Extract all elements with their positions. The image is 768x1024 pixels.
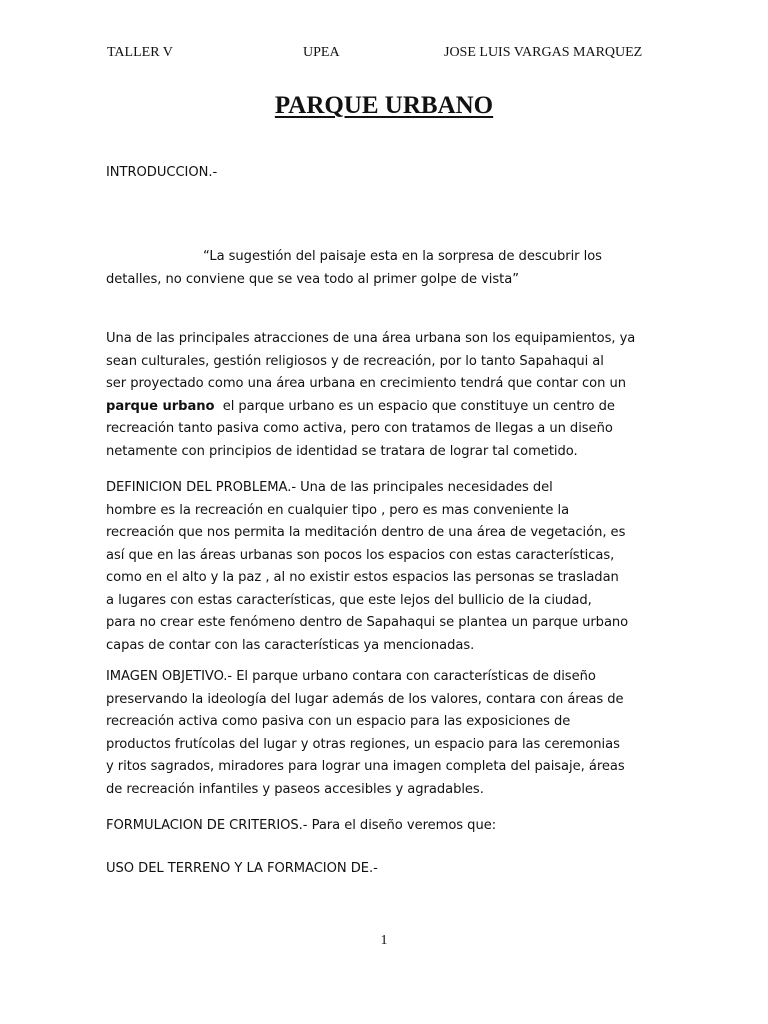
paragraph-line: hombre es la recreación en cualquier tipo , pero es mas conveniente la: [106, 502, 570, 518]
paragraph-line: para no crear este fenómeno dentro de Sapahaqui se plantea un parque urbano: [106, 615, 629, 630]
paragraph-line: de recreación infantiles y paseos accesibles y agradables.: [106, 781, 484, 797]
paragraph-line: netamente con principios de identidad se tratara de lograr tal cometido.: [106, 443, 578, 459]
land-use-heading: USO DEL TERRENO Y LA FORMACION DE.-: [106, 861, 378, 876]
paragraph-line: y ritos sagrados, miradores para lograr una imagen completa del paisaje, áreas: [106, 759, 625, 774]
quote-line: “La sugestión del paisaje esta en la sorpresa de descubrir los: [203, 249, 602, 264]
paragraph-line: recreación que nos permita la meditación dentro de una área de vegetación, es: [106, 525, 626, 540]
paragraph-line: preservando la ideología del lugar además de los valores, contara con áreas de: [106, 691, 624, 707]
header-institution: UPEA: [303, 45, 340, 60]
paragraph-line: Una de las principales atracciones de una área urbana son los equipamientos, ya: [106, 331, 636, 346]
paragraph-line: sean culturales, gestión religiosos y de recreación, por lo tanto Sapahaqui al: [106, 353, 604, 369]
paragraph-line: a lugares con estas características, que este lejos del bullicio de la ciudad,: [106, 592, 592, 608]
paragraph-line: IMAGEN OBJETIVO.- El parque urbano contara con características de diseño: [106, 669, 596, 684]
paragraph-line: DEFINICION DEL PROBLEMA.- Una de las principales necesidades del: [106, 480, 553, 495]
criteria-heading: FORMULACION DE CRITERIOS.- Para el diseño veremos que:: [106, 818, 497, 833]
header-author: JOSE LUIS VARGAS MARQUEZ: [444, 45, 643, 60]
paragraph-line: recreación activa como pasiva con un espacio para las exposiciones de: [106, 714, 571, 729]
paragraph-line: así que en las áreas urbanas son pocos los espacios con estas características,: [106, 547, 615, 563]
paragraph-line: [106, 396, 666, 419]
paragraph-line-rest: el parque urbano es un espacio que constituye un centro de: [214, 398, 615, 414]
header-course: TALLER V: [107, 45, 173, 60]
objective-image-paragraph: [106, 666, 666, 801]
paragraph-line: como en el alto y la paz , al no existir estos espacios las personas se trasladan: [106, 570, 619, 585]
paragraph-line: capas de contar con las características ya mencionadas.: [106, 637, 475, 653]
quote-line: detalles, no conviene que se vea todo al primer golpe de vista”: [106, 271, 519, 287]
page-number: 1: [380, 933, 388, 948]
paragraph-line: ser proyectado como una área urbana en crecimiento tendrá que contar con un: [106, 376, 626, 391]
intro-quote: [106, 246, 666, 291]
paragraph-line: recreación tanto pasiva como activa, pero con tratamos de llegas a un diseño: [106, 421, 613, 436]
problem-definition-paragraph: [106, 477, 666, 657]
intro-paragraph: [106, 328, 666, 463]
paragraph-line: productos frutícolas del lugar y otras regiones, un espacio para las ceremonias: [106, 736, 620, 752]
document-title: PARQUE URBANO: [274, 92, 494, 119]
bold-term: parque urbano: [106, 398, 215, 414]
intro-heading: INTRODUCCION.-: [106, 165, 218, 180]
